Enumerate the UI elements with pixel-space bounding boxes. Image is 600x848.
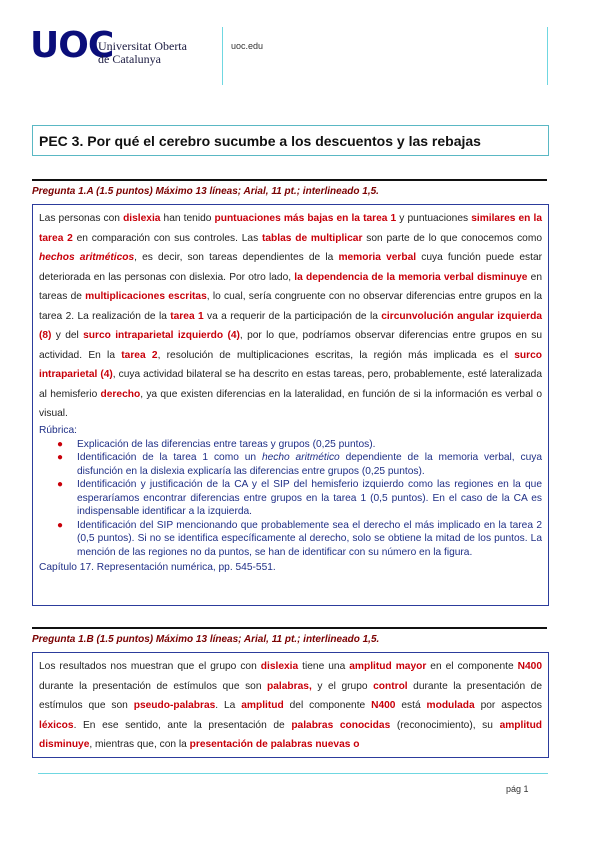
keyword-highlight: hechos aritméticos: [39, 252, 135, 263]
keyword-highlight: derecho: [100, 388, 141, 400]
institution-name-line1: Universitat Oberta: [98, 39, 187, 53]
text-run: , cuya actividad bilateral se ha descrito en estas tareas, pero, probablemente, esté lateralizada al hemisferio: [39, 369, 542, 400]
text-run: Explicación de las diferencias entre tareas y grupos (0,25 puntos).: [77, 438, 376, 450]
text-run: . En ese sentido, ante la presentación de: [73, 719, 292, 731]
bullet-icon: ●: [57, 452, 64, 463]
text-run: Las personas con: [39, 213, 124, 224]
keyword-highlight: surco intraparietal (4): [39, 349, 542, 380]
keyword-highlight: dislexia: [123, 213, 161, 224]
page-title: PEC 3. Por qué el cerebro sucumbe a los descuentos y las rebajas: [32, 125, 549, 156]
text-run: está: [395, 700, 427, 711]
text-run: tiene una: [298, 661, 350, 672]
keyword-highlight: pseudo-palabras: [133, 700, 216, 711]
text-run: , resolución de multiplicaciones escritas, la región más implicada es el: [157, 349, 515, 361]
page-number: pág 1: [506, 784, 529, 794]
question-1a-heading: Pregunta 1.A (1.5 puntos) Máximo 13 líneas; Arial, 11 pt.; interlineado 1,5.: [32, 179, 547, 197]
text-run: Identificación y justificación de la CA y el SIP del hemisferio izquierdo como las regiones en la que esperaríamos encontrar diferencias entre grupos en la tarea 1 (0,5 puntos). En el caso de la CA es indispensable identificar a la izquierda.: [77, 479, 542, 517]
keyword-highlight: N400: [517, 661, 543, 672]
institution-name: [98, 40, 187, 66]
keyword-highlight: circunvolución angular izquierda (8): [39, 310, 542, 341]
keyword-highlight: la dependencia de la memoria verbal disminuye: [294, 271, 528, 283]
keyword-highlight: amplitud: [241, 700, 284, 711]
rubric-item: [57, 478, 542, 519]
keyword-highlight: tablas de multiplicar: [261, 232, 363, 244]
text-run: , ya que existen diferencias en la lateralidad, en función de si la información es verbal o visual.: [39, 388, 542, 419]
keyword-highlight: N400: [371, 700, 396, 711]
rubric-title: Rúbrica:: [39, 424, 77, 436]
keyword-highlight: amplitud disminuye: [39, 719, 543, 750]
question-1b-heading: Pregunta 1.B (1.5 puntos) Máximo 13 líneas; Arial, 11 pt.; interlineado 1,5.: [32, 627, 547, 645]
text-run: y del: [51, 330, 84, 341]
text-run: en tareas de: [39, 271, 542, 302]
text-run: durante la presentación de estímulos que son: [39, 680, 542, 711]
rubric-item: [57, 451, 543, 478]
keyword-highlight: presentación de palabras nuevas o: [189, 739, 360, 750]
text-run: durante la presentación de estímulos que son: [39, 680, 268, 692]
text-run: (reconocimiento), su: [390, 719, 500, 731]
keyword-highlight: dislexia: [260, 661, 299, 672]
header-divider: [222, 27, 223, 85]
page-header: [0, 0, 600, 100]
answer-1a-paragraph: [39, 209, 542, 424]
text-run: cuya función puede estar deteriorada en las personas con dislexia. Por otro lado,: [39, 252, 543, 283]
keyword-highlight: palabras,: [267, 680, 312, 692]
rubric-item: [57, 519, 542, 560]
text-run: Los resultados nos muestran que el grupo con: [39, 661, 261, 672]
text-run: en el componente: [426, 661, 518, 672]
bullet-icon: ●: [57, 519, 64, 531]
question-1b-answer-box: [32, 652, 549, 758]
text-run: hecho aritmético: [261, 452, 340, 463]
institution-name-line2: de Catalunya: [98, 52, 161, 66]
text-run: , por lo que, podríamos observar diferencias entre grupos en su actividad. En la: [39, 330, 542, 361]
keyword-highlight: control: [373, 680, 408, 692]
footer-rule: [38, 773, 548, 774]
text-run: , lo cual, sería congruente con no observar diferencias entre grupos en la tarea 2. La realización de la: [39, 291, 542, 322]
text-run: . La: [215, 700, 242, 711]
rubric-list: [39, 438, 542, 560]
keyword-highlight: amplitud mayor: [349, 661, 427, 672]
bullet-icon: ●: [57, 438, 64, 450]
question-1a-answer-box: [32, 204, 549, 606]
text-run: , mientras que, con la: [89, 739, 190, 750]
keyword-highlight: modulada: [426, 700, 475, 711]
text-run: , es decir, son tareas dependientes de la: [134, 252, 339, 263]
rubric-item: [57, 438, 542, 452]
text-run: en comparación con sus controles. Las: [72, 232, 262, 244]
keyword-highlight: memoria verbal: [338, 252, 417, 263]
website-url: uoc.edu: [231, 41, 264, 51]
text-run: del componente: [283, 700, 372, 711]
keyword-highlight: tarea 1: [170, 310, 204, 322]
text-run: dependiente de la memoria verbal, cuya disfunción en la dislexia explicaría las diferencias entre grupos (0,25 puntos).: [77, 452, 543, 477]
keyword-highlight: surco intraparietal izquierdo (4): [83, 330, 240, 341]
text-run: y puntuaciones: [396, 213, 472, 224]
bullet-icon: ●: [57, 479, 64, 490]
keyword-highlight: tarea 2: [121, 349, 158, 361]
header-right-rule: [547, 27, 548, 85]
text-run: Identificación de la tarea 1 como un: [77, 452, 262, 463]
keyword-highlight: léxicos: [39, 719, 74, 731]
text-run: va a requerir de la participación de la: [203, 310, 382, 322]
text-run: son parte de lo que conocemos como: [362, 232, 542, 244]
text-run: por aspectos: [474, 700, 542, 711]
keyword-highlight: multiplicaciones escritas: [85, 291, 207, 302]
chapter-reference: Capítulo 17. Representación numérica, pp. 545-551.: [39, 562, 276, 573]
uoc-logo: UOC: [30, 25, 114, 66]
text-run: y el grupo: [311, 680, 374, 692]
text-run: Identificación del SIP mencionando que probablemente sea el derecho el más implicado en la tarea 2 (0,5 puntos). Si no se identifica específicamente al derecho, solo se obtiene la mitad de los puntos. La mención de las regiones no da puntos, se han de identificar con su número en la figura.: [77, 519, 542, 558]
text-run: han tenido: [160, 213, 215, 224]
answer-1b-paragraph: [39, 657, 542, 755]
keyword-highlight: palabras conocidas: [291, 719, 391, 731]
keyword-highlight: puntuaciones más bajas en la tarea 1: [214, 213, 397, 224]
keyword-highlight: similares en la tarea 2: [39, 213, 542, 244]
